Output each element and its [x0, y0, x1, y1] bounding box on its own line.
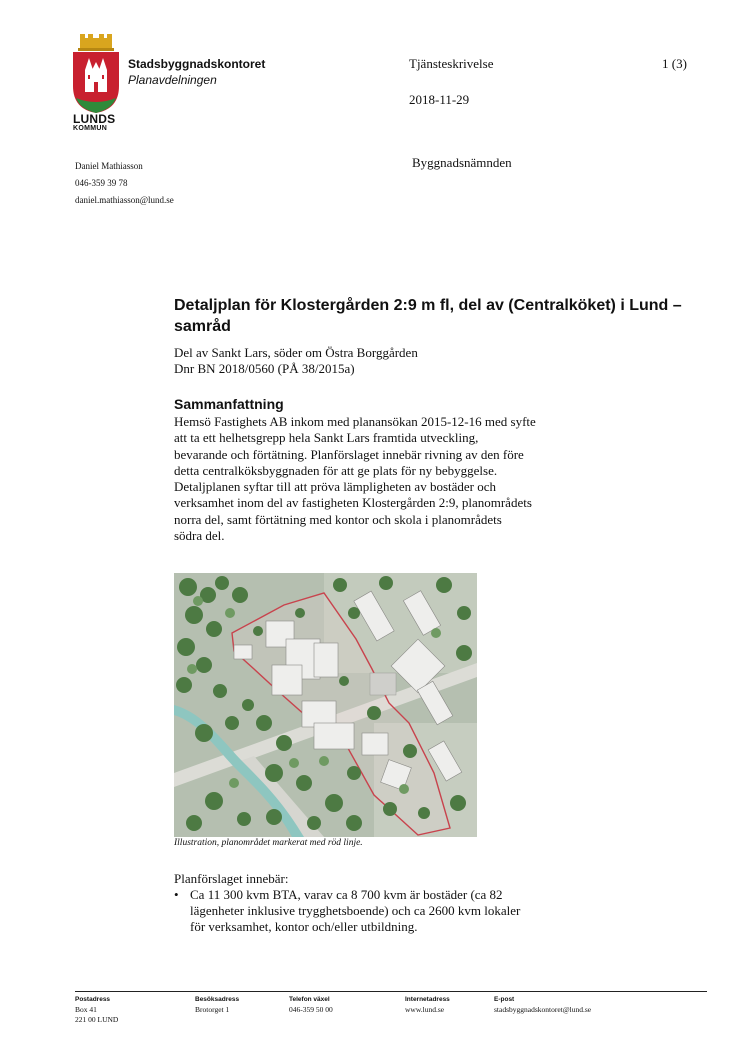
- footer-besoksadress-value: Brotorget 1: [195, 1005, 230, 1014]
- summary-line: att ta ett helhetsgrepp hela Sankt Lars framtida utveckling,: [174, 430, 479, 446]
- recipient: Byggnadsnämnden: [412, 155, 512, 170]
- footer-telefon: [289, 995, 333, 1015]
- footer-epost: [494, 995, 591, 1015]
- contact-email: daniel.mathiasson@lund.se: [75, 195, 174, 205]
- footer-epost-value: stadsbyggnadskontoret@lund.se: [494, 1005, 592, 1014]
- footer-postadress-line2: 221 00 LUND: [75, 1015, 119, 1024]
- footer-epost-label: E-post: [494, 996, 515, 1003]
- org-name: Stadsbyggnadskontoret: [128, 57, 266, 71]
- logo-wordmark-kommun: KOMMUN: [73, 125, 108, 132]
- footer-internet: [405, 995, 450, 1015]
- proposal-label: Planförslaget innebär:: [174, 871, 289, 886]
- contact-name: Daniel Mathiasson: [75, 161, 143, 171]
- list-item: [174, 887, 634, 935]
- summary-line: norra del, samt förtätning med kontor och skola i planområdets: [174, 511, 502, 527]
- summary-line: detta centralköksbyggnaden för att ge plats för ny bebyggelse.: [174, 462, 498, 478]
- footer-postadress-line1: Box 41: [75, 1005, 97, 1014]
- summary-line: södra del.: [174, 528, 225, 544]
- list-item-line: Ca 11 300 kvm BTA, varav ca 8 700 kvm är bostäder (ca 82: [190, 887, 503, 902]
- document-title: Detaljplan för Klostergården 2:9 m fl, del av (Centralköket) i Lund – samråd: [174, 297, 682, 335]
- footer-internet-value: www.lund.se: [405, 1005, 445, 1014]
- org-department: Planavdelningen: [128, 73, 217, 87]
- illustration-caption: Illustration, planområdet markerat med röd linje.: [174, 838, 363, 848]
- footer-internet-label: Internetadress: [405, 996, 450, 1003]
- subtitle-location: Del av Sankt Lars, söder om Östra Borggården: [174, 345, 418, 360]
- footer-telefon-value: 046-359 50 00: [289, 1005, 333, 1014]
- summary-line: Hemsö Fastighets AB inkom med planansökan 2015-12-16 med syfte: [174, 414, 536, 429]
- footer-besoksadress-label: Besöksadress: [195, 996, 240, 1003]
- logo-wordmark-lunds: LUNDS: [73, 112, 116, 126]
- page-number: 1 (3): [662, 56, 687, 71]
- list-item-line: för verksamhet, kontor och/eller utbildning.: [190, 919, 418, 934]
- proposal-list: [174, 887, 634, 935]
- footer-divider: [75, 991, 707, 992]
- summary-line: bevarande och förtätning. Planförslaget innebär rivning av den före: [174, 446, 524, 462]
- summary-line: Detaljplanen syftar till att pröva lämpligheten av bostäder och: [174, 479, 497, 495]
- footer-besoksadress: [195, 995, 239, 1015]
- plan-area-illustration: [174, 573, 477, 837]
- summary-heading: Sammanfattning: [174, 396, 284, 412]
- footer-postadress: [75, 995, 118, 1025]
- footer-postadress-label: Postadress: [75, 996, 111, 1003]
- summary-body: [174, 414, 634, 544]
- document-type: Tjänsteskrivelse: [409, 56, 494, 71]
- contact-phone: 046-359 39 78: [75, 178, 128, 188]
- document-date: 2018-11-29: [409, 92, 470, 107]
- list-item-line: lägenheter inklusive trygghetsboende) och ca 2600 kvm lokaler: [190, 903, 521, 918]
- summary-line: verksamhet inom del av fastigheten Klostergården 2:9, planområdets: [174, 495, 532, 511]
- subtitle-dnr: Dnr BN 2018/0560 (PÅ 38/2015a): [174, 361, 355, 376]
- footer-telefon-label: Telefon växel: [289, 996, 330, 1003]
- bullet-icon: •: [174, 887, 179, 902]
